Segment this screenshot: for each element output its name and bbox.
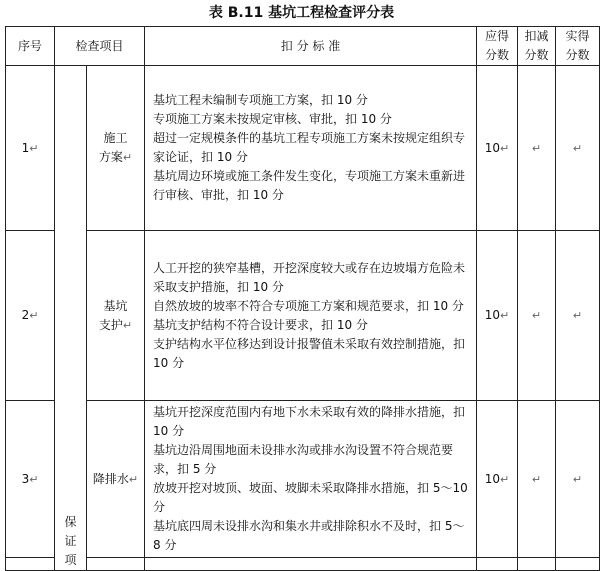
row-actual: ↵ bbox=[556, 231, 600, 401]
row-seq: 2↵ bbox=[6, 231, 55, 401]
row-seq bbox=[6, 558, 55, 571]
row-due: 10↵ bbox=[477, 401, 518, 558]
header-standard: 扣 分 标 准 bbox=[145, 27, 477, 66]
row-standard: 基坑工程未编制专项施工方案，扣 10 分 专项施工方案未按规定审核、审批，扣 10 分 超过一定规模条件的基坑工程专项施工方案未按规定组织专家论证，扣 10 分 基坑周边环境或施工条件发生变化，专项施工方案未重新进行审核、审批，扣 10 分 bbox=[145, 66, 477, 231]
row-standard: 人工开挖的狭窄基槽，开挖深度较大或存在边坡塌方危险未采取支护措施，扣 10 分 自然放坡的坡率不符合专项施工方案和规范要求，扣 10 分 基坑支护结构不符合设计要求，扣 10 分 支护结构水平位移达到设计报警值未采取有效控制措施，扣 10 分 bbox=[145, 231, 477, 401]
header-actual: 实得 分数 bbox=[556, 27, 600, 66]
table-title: 表 B.11 基坑工程检查评分表 bbox=[208, 5, 395, 21]
group-label: 保 证 项 bbox=[55, 66, 87, 571]
row-due: 10↵ bbox=[477, 66, 518, 231]
row-seq: 1↵ bbox=[6, 66, 55, 231]
header-seq: 序号 bbox=[6, 27, 55, 66]
row-actual: ↵ bbox=[556, 401, 600, 558]
row-deduct: ↵ bbox=[518, 231, 556, 401]
row-standard: 基坑开挖深度范围内有地下水未采取有效的降排水措施，扣 10 分 基坑边沿周围地面未设排水沟或排水沟设置不符合规范要求，扣 5 分 放坡开挖对坡顶、坡面、坡脚未采取降排水措施，扣 5～10 分 基坑底四周未设排水沟和集水井或排除积水不及时，扣 5～8 分 bbox=[145, 401, 477, 558]
row-item bbox=[87, 558, 145, 571]
table-row bbox=[6, 66, 600, 231]
row-deduct bbox=[518, 558, 556, 571]
row-due: 10↵ bbox=[477, 231, 518, 401]
row-due bbox=[477, 558, 518, 571]
row-item: 施工 方案↵ bbox=[87, 66, 145, 231]
table-row bbox=[6, 401, 600, 558]
table-row bbox=[6, 231, 600, 401]
row-standard bbox=[145, 558, 477, 571]
row-seq: 3↵ bbox=[6, 401, 55, 558]
score-table bbox=[5, 26, 600, 571]
row-deduct: ↵ bbox=[518, 66, 556, 231]
row-item: 降排水↵ bbox=[87, 401, 145, 558]
table-row-partial bbox=[6, 558, 600, 571]
header-item: 检查项目 bbox=[55, 27, 145, 66]
row-deduct: ↵ bbox=[518, 401, 556, 558]
row-item: 基坑 支护↵ bbox=[87, 231, 145, 401]
row-actual: ↵ bbox=[556, 66, 600, 231]
header-due: 应得 分数 bbox=[477, 27, 518, 66]
row-actual bbox=[556, 558, 600, 571]
header-deduct: 扣减 分数 bbox=[518, 27, 556, 66]
header-row bbox=[6, 27, 600, 66]
